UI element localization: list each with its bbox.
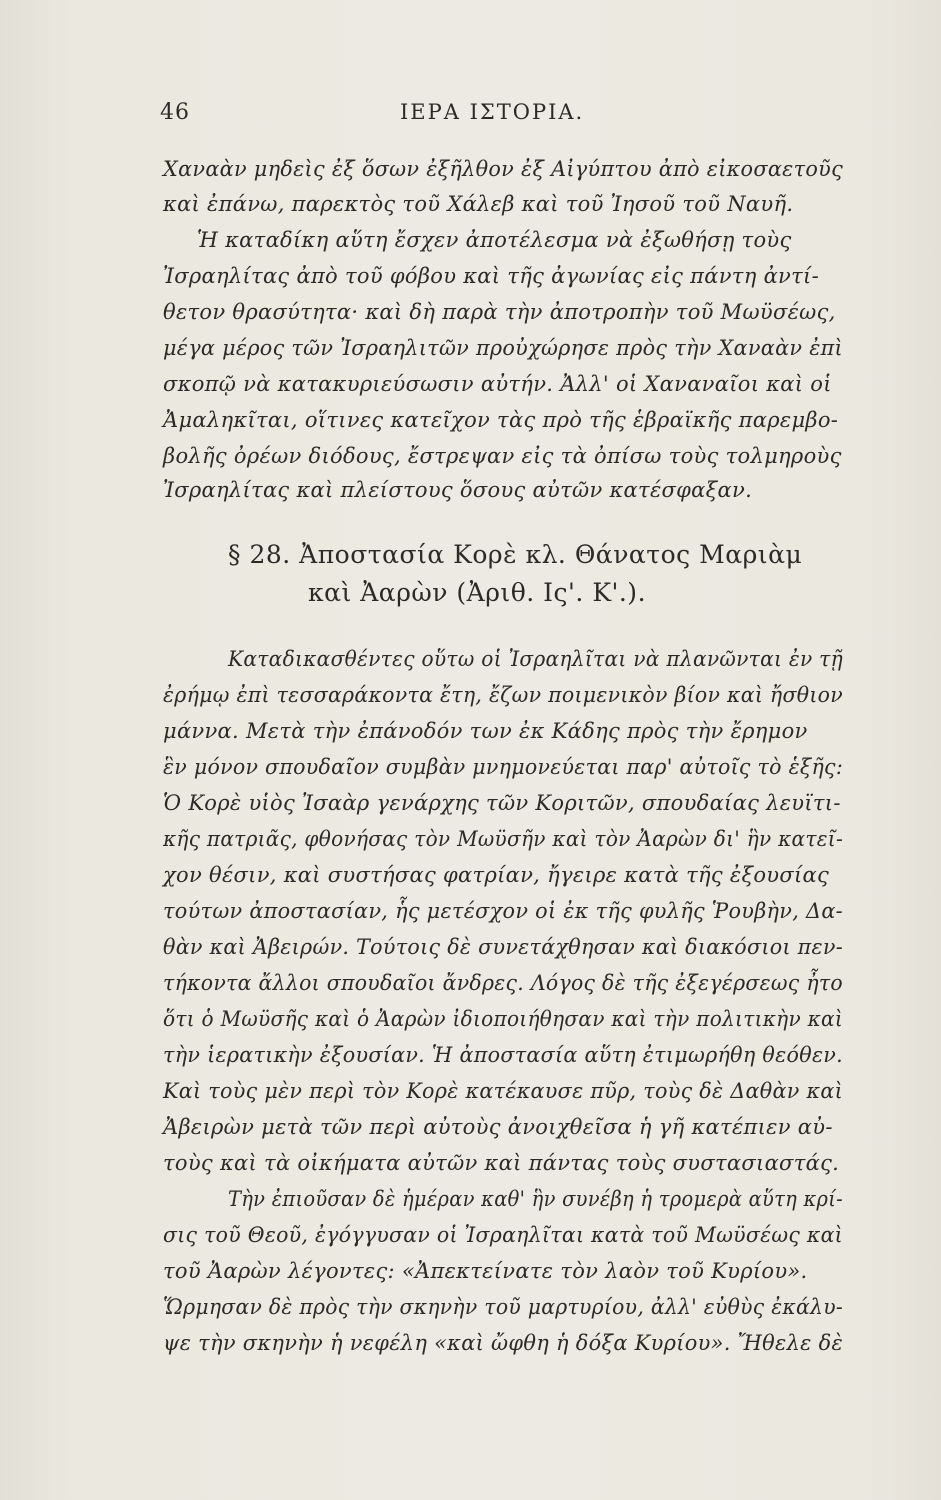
text-line: κῆς πατριᾶς, φθονήσας τὸν Μωϋσῆν καὶ τὸν Ἀαρὼν δι' ἣν κατεῖ- [163,827,844,851]
text-line: ὅτι ὁ Μωϋσῆς καὶ ὁ Ἀαρὼν ἰδιοποιήθησαν καὶ τὴν πολιτικὴν καὶ [163,1007,844,1031]
text-line: τούτων ἀποστασίαν, ἧς μετέσχον οἱ ἐκ τῆς φυλῆς Ῥουβὴν, Δα- [163,899,843,923]
text-line: Ὥρμησαν δὲ πρὸς τὴν σκηνὴν τοῦ μαρτυρίου, ἀλλ' εὐθὺς ἐκάλυ- [163,1295,844,1319]
section-heading-line-2: καὶ Ἀαρὼν (Ἀριθ. Ις'. Κ'.). [308,578,647,607]
text-line: τοὺς καὶ τὰ οἰκήματα αὐτῶν καὶ πάντας τοὺς συστασιαστάς. [163,1151,840,1175]
text-line: ψε τὴν σκηνὴν ἡ νεφέλη «καὶ ὤφθη ἡ δόξα Κυρίου». Ἤθελε δὲ [163,1331,844,1355]
text-line: ἓν μόνον σπουδαῖον συμβὰν μνημονεύεται παρ' αὐτοῖς τὸ ἑξῆς: [163,755,844,779]
text-line: τήκοντα ἄλλοι σπουδαῖοι ἄνδρες. Λόγος δὲ τῆς ἐξεγέρσεως ἦτο [163,971,844,995]
text-line: τοῦ Ἀαρὼν λέγοντες: «Ἀπεκτείνατε τὸν λαὸν τοῦ Κυρίου». [163,1259,808,1283]
text-line: θετον θρασύτητα· καὶ δὴ παρὰ τὴν ἀποτροπὴν τοῦ Μωϋσέως, [163,300,836,324]
text-line: Ἰσραηλίτας καὶ πλείστους ὅσους αὐτῶν κατέσφαξαν. [163,478,753,502]
page-header [160,100,820,132]
text-line: Ὁ Κορὲ υἱὸς Ἰσαὰρ γενάρχης τῶν Κοριτῶν, σπουδαίας λευϊτι- [163,791,841,815]
text-line: θὰν καὶ Ἀβειρών. Τούτοις δὲ συνετάχθησαν καὶ διακόσιοι πεν- [163,935,843,959]
text-line: Ἰσραηλίτας ἀπὸ τοῦ φόβου καὶ τῆς ἀγωνίας εἰς πάντη ἀντί- [163,264,819,288]
running-title: ΙΕΡΑ ΙΣΤΟΡΙΑ. [400,100,585,124]
text-line: σκοπῷ νὰ κατακυριεύσωσιν αὐτήν. Ἀλλ' οἱ Χαναναῖοι καὶ οἱ [163,372,832,396]
text-line: βολῆς ὀρέων διόδους, ἔστρεψαν εἰς τὰ ὀπίσω τοὺς τολμηροὺς [163,444,842,468]
text-line: Ἀμαληκῖται, οἵτινες κατεῖχον τὰς πρὸ τῆς ἑβραϊκῆς παρεμβο- [163,408,839,432]
page-number: 46 [160,100,190,125]
text-line: σις τοῦ Θεοῦ, ἐγόγγυσαν οἱ Ἰσραηλῖται κατὰ τοῦ Μωϋσέως καὶ [163,1223,843,1247]
text-line: τὴν ἱερατικὴν ἐξουσίαν. Ἡ ἀποστασία αὕτη ἐτιμωρήθη θεόθεν. [163,1043,844,1067]
text-line: μάννα. Μετὰ τὴν ἐπάνοδόν των ἐκ Κάδης πρὸς τὴν ἔρημον [163,719,808,743]
text-line: Τὴν ἐπιοῦσαν δὲ ἡμέραν καθ' ἣν συνέβη ἡ τρομερὰ αὕτη κρί- [228,1187,843,1211]
text-line: Καὶ τοὺς μὲν περὶ τὸν Κορὲ κατέκαυσε πῦρ, τοὺς δὲ Δαθὰν καὶ [163,1079,843,1103]
text-line: Καταδικασθέντες οὕτω οἱ Ἰσραηλῖται νὰ πλανῶνται ἐν τῇ [228,647,843,671]
text-line: Ἀβειρὼν μετὰ τῶν περὶ αὐτοὺς ἀνοιχθεῖσα ἡ γῆ κατέπιεν αὐ- [163,1115,833,1139]
text-line: μέγα μέρος τῶν Ἰσραηλιτῶν προὐχώρησε πρὸς τὴν Χαναὰν ἐπὶ [163,336,843,360]
text-line: Ἡ καταδίκη αὕτη ἔσχεν ἀποτέλεσμα νὰ ἐξωθήσῃ τοὺς [197,228,792,252]
text-line: ἐρήμῳ ἐπὶ τεσσαράκοντα ἔτη, ἔζων ποιμενικὸν βίον καὶ ἤσθιον [163,683,843,707]
text-line: καὶ ἐπάνω, παρεκτὸς τοῦ Χάλεβ καὶ τοῦ Ἰησοῦ τοῦ Ναυῆ. [163,192,794,216]
text-line: Χαναὰν μηδεὶς ἐξ ὅσων ἐξῆλθον ἐξ Αἰγύπτου ἀπὸ εἰκοσαετοῦς [163,157,844,181]
text-line: χον θέσιν, καὶ συστήσας φατρίαν, ἤγειρε κατὰ τῆς ἐξουσίας [163,863,830,887]
section-heading-line-1: § 28. Ἀποστασία Κορὲ κλ. Θάνατος Μαριὰμ [228,540,803,569]
